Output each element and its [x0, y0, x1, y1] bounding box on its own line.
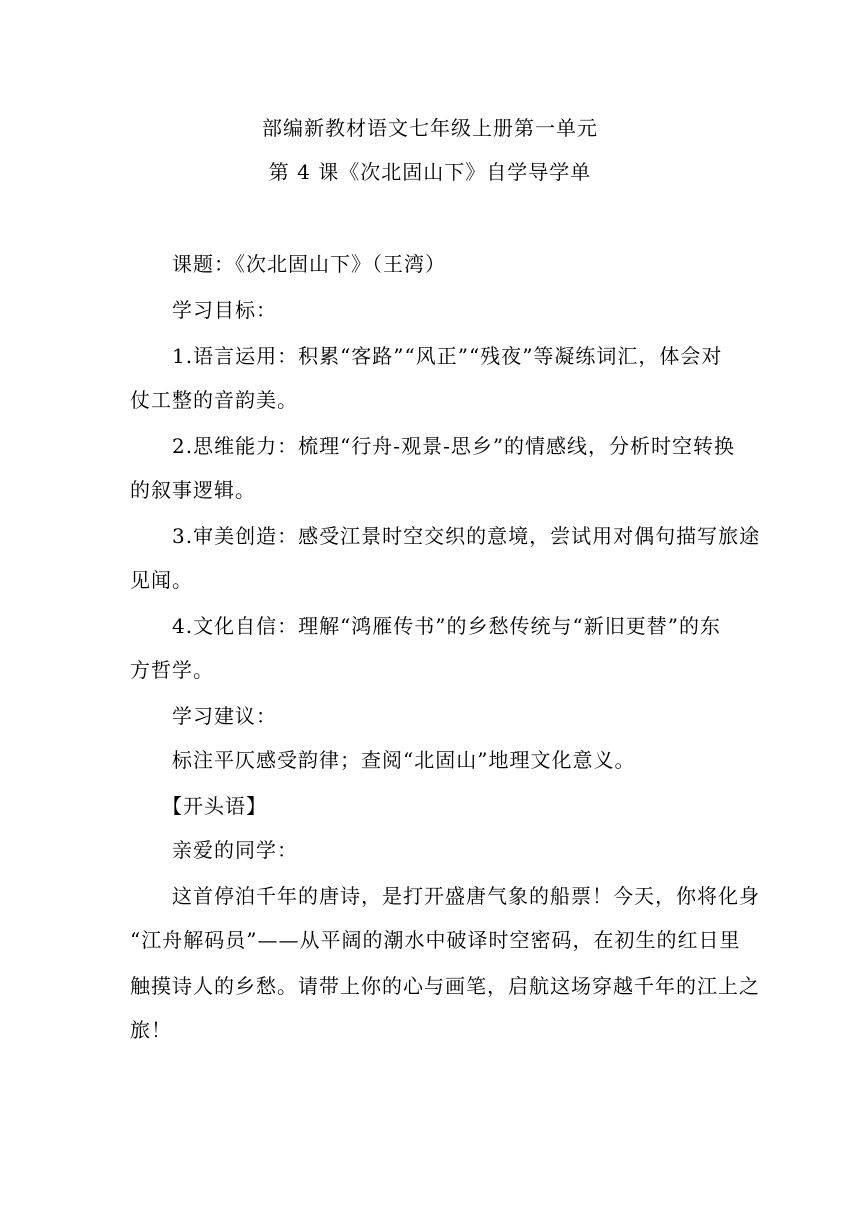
suggestion-text: 标注平仄感受韵律；查阅“北固山”地理文化意义。 [172, 748, 636, 772]
opening-heading: 【开头语】 [162, 794, 267, 818]
objective-4-line1: 4.文化自信：理解“鸿雁传书”的乡愁传统与“新旧更替”的东 [172, 614, 721, 638]
objective-1-line2: 仗工整的音韵美。 [130, 388, 298, 412]
document-title-line2: 第 4 课《次北固山下》自学导学单 [268, 160, 592, 184]
lesson-topic: 课题：《次北固山下》（王湾） [172, 252, 446, 276]
opening-paragraph-line1: 这首停泊千年的唐诗，是打开盛唐气象的船票！今天，你将化身 [172, 884, 760, 908]
objective-2-line1: 2.思维能力：梳理“行舟-观景-思乡”的情感线，分析时空转换 [172, 434, 736, 458]
objective-3-line1: 3.审美创造：感受江景时空交织的意境，尝试用对偶句描写旅途 [172, 524, 761, 548]
objective-3-line2: 见闻。 [130, 568, 193, 592]
opening-paragraph-line3: 触摸诗人的乡愁。请带上你的心与画笔，启航这场穿越千年的江上之 [130, 974, 760, 998]
objectives-heading: 学习目标： [172, 298, 277, 322]
objective-2-line2: 的叙事逻辑。 [130, 478, 256, 502]
document-title-line1: 部编新教材语文七年级上册第一单元 [262, 116, 598, 140]
objective-1-line1: 1.语言运用：积累“客路”“风正”“残夜”等凝练词汇，体会对 [172, 344, 723, 368]
objective-4-line2: 方哲学。 [130, 658, 214, 682]
opening-paragraph-line4: 旅！ [130, 1018, 172, 1042]
opening-paragraph-line2: “江舟解码员”——从平阔的潮水中破译时空密码，在初生的红日里 [130, 928, 741, 952]
opening-greeting: 亲爱的同学： [172, 838, 298, 862]
suggestion-heading: 学习建议： [172, 704, 277, 728]
